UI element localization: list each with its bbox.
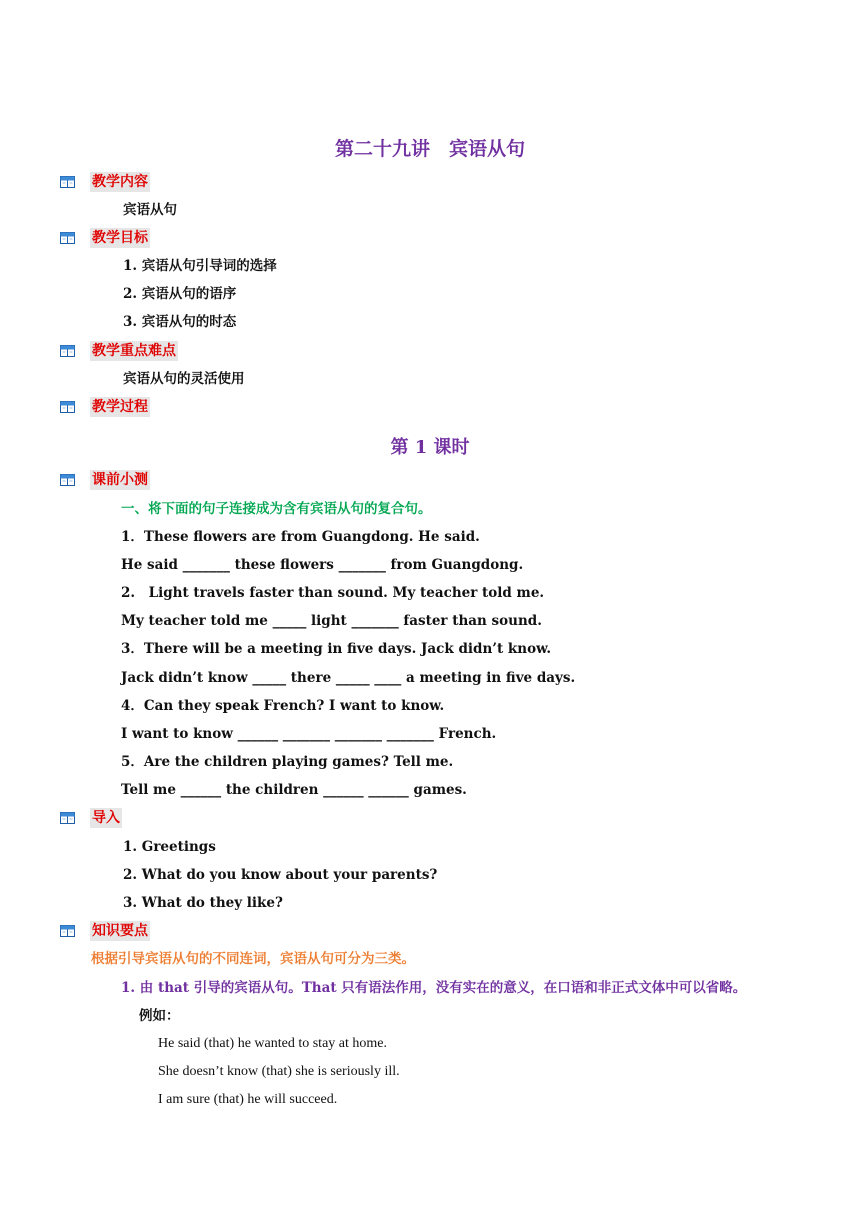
book-icon [60, 811, 76, 825]
example-sentence: She doesn’t know (that) she is seriously ill. [158, 1064, 400, 1079]
section-label: 教学内容 [92, 174, 148, 190]
exercise-line: Tell me ______ the children ______ ______ games. [121, 782, 467, 798]
intro-item: 2. What do you know about your parents? [123, 867, 438, 883]
goal-item: 3. 宾语从句的时态 [123, 314, 237, 330]
exercise-line: He said _______ these flowers _______ from Guangdong. [121, 557, 524, 573]
book-icon [60, 924, 76, 938]
book-icon [60, 473, 76, 487]
exercise-line: Jack didn’t know _____ there _____ ____ a meeting in five days. [121, 670, 576, 686]
keypoints-text: 宾语从句的灵活使用 [123, 371, 245, 387]
example-label: 例如： [139, 1008, 180, 1024]
knowledge-point: 1. 由 that 引导的宾语从句。That 只有语法作用，没有实在的意义，在口语和非正式文体中可以省略。 [121, 980, 747, 996]
pretest-instruction: 一、将下面的句子连接成为含有宾语从句的复合句。 [121, 501, 432, 517]
book-icon [60, 175, 76, 189]
exercise-line: 4．Can they speak French? I want to know. [121, 698, 445, 714]
section-knowledge [60, 920, 150, 942]
section-label: 课前小测 [92, 472, 148, 488]
section-teaching-goals [60, 227, 150, 249]
example-sentence: I am sure (that) he will succeed. [158, 1092, 338, 1107]
intro-item: 1. Greetings [123, 839, 216, 855]
page-title: 第二十九讲 宾语从句 [334, 138, 525, 160]
exercise-line: My teacher told me _____ light _______ faster than sound. [121, 613, 542, 629]
section-teaching-content [60, 171, 150, 193]
section-pretest [60, 469, 150, 491]
exercise-line: 2. Light travels faster than sound. My teacher told me. [121, 585, 545, 601]
section-label: 知识要点 [92, 923, 148, 939]
exercise-line: 5．Are the children playing games? Tell me. [121, 754, 454, 770]
book-icon [60, 231, 76, 245]
exercise-line: 1．These flowers are from Guangdong. He said. [121, 529, 480, 545]
intro-item: 3. What do they like? [123, 895, 283, 911]
section-label: 导入 [92, 810, 120, 826]
goal-item: 2. 宾语从句的语序 [123, 286, 237, 302]
section-label: 教学目标 [92, 230, 148, 246]
example-sentence: He said (that) he wanted to stay at home. [158, 1036, 387, 1051]
content-text: 宾语从句 [123, 202, 177, 218]
knowledge-summary: 根据引导宾语从句的不同连词，宾语从句可分为三类。 [91, 951, 415, 967]
lesson-title: 第 1 课时 [390, 437, 470, 458]
book-icon [60, 400, 76, 414]
exercise-line: I want to know ______ _______ _______ _______ French. [121, 726, 497, 742]
section-key-points [60, 340, 178, 362]
exercise-line: 3．There will be a meeting in five days. Jack didn’t know. [121, 641, 552, 657]
section-label: 教学重点难点 [92, 343, 176, 359]
book-icon [60, 344, 76, 358]
goal-item: 1. 宾语从句引导词的选择 [123, 258, 277, 274]
section-label: 教学过程 [92, 399, 148, 415]
section-teaching-process [60, 396, 150, 418]
section-intro [60, 807, 122, 829]
